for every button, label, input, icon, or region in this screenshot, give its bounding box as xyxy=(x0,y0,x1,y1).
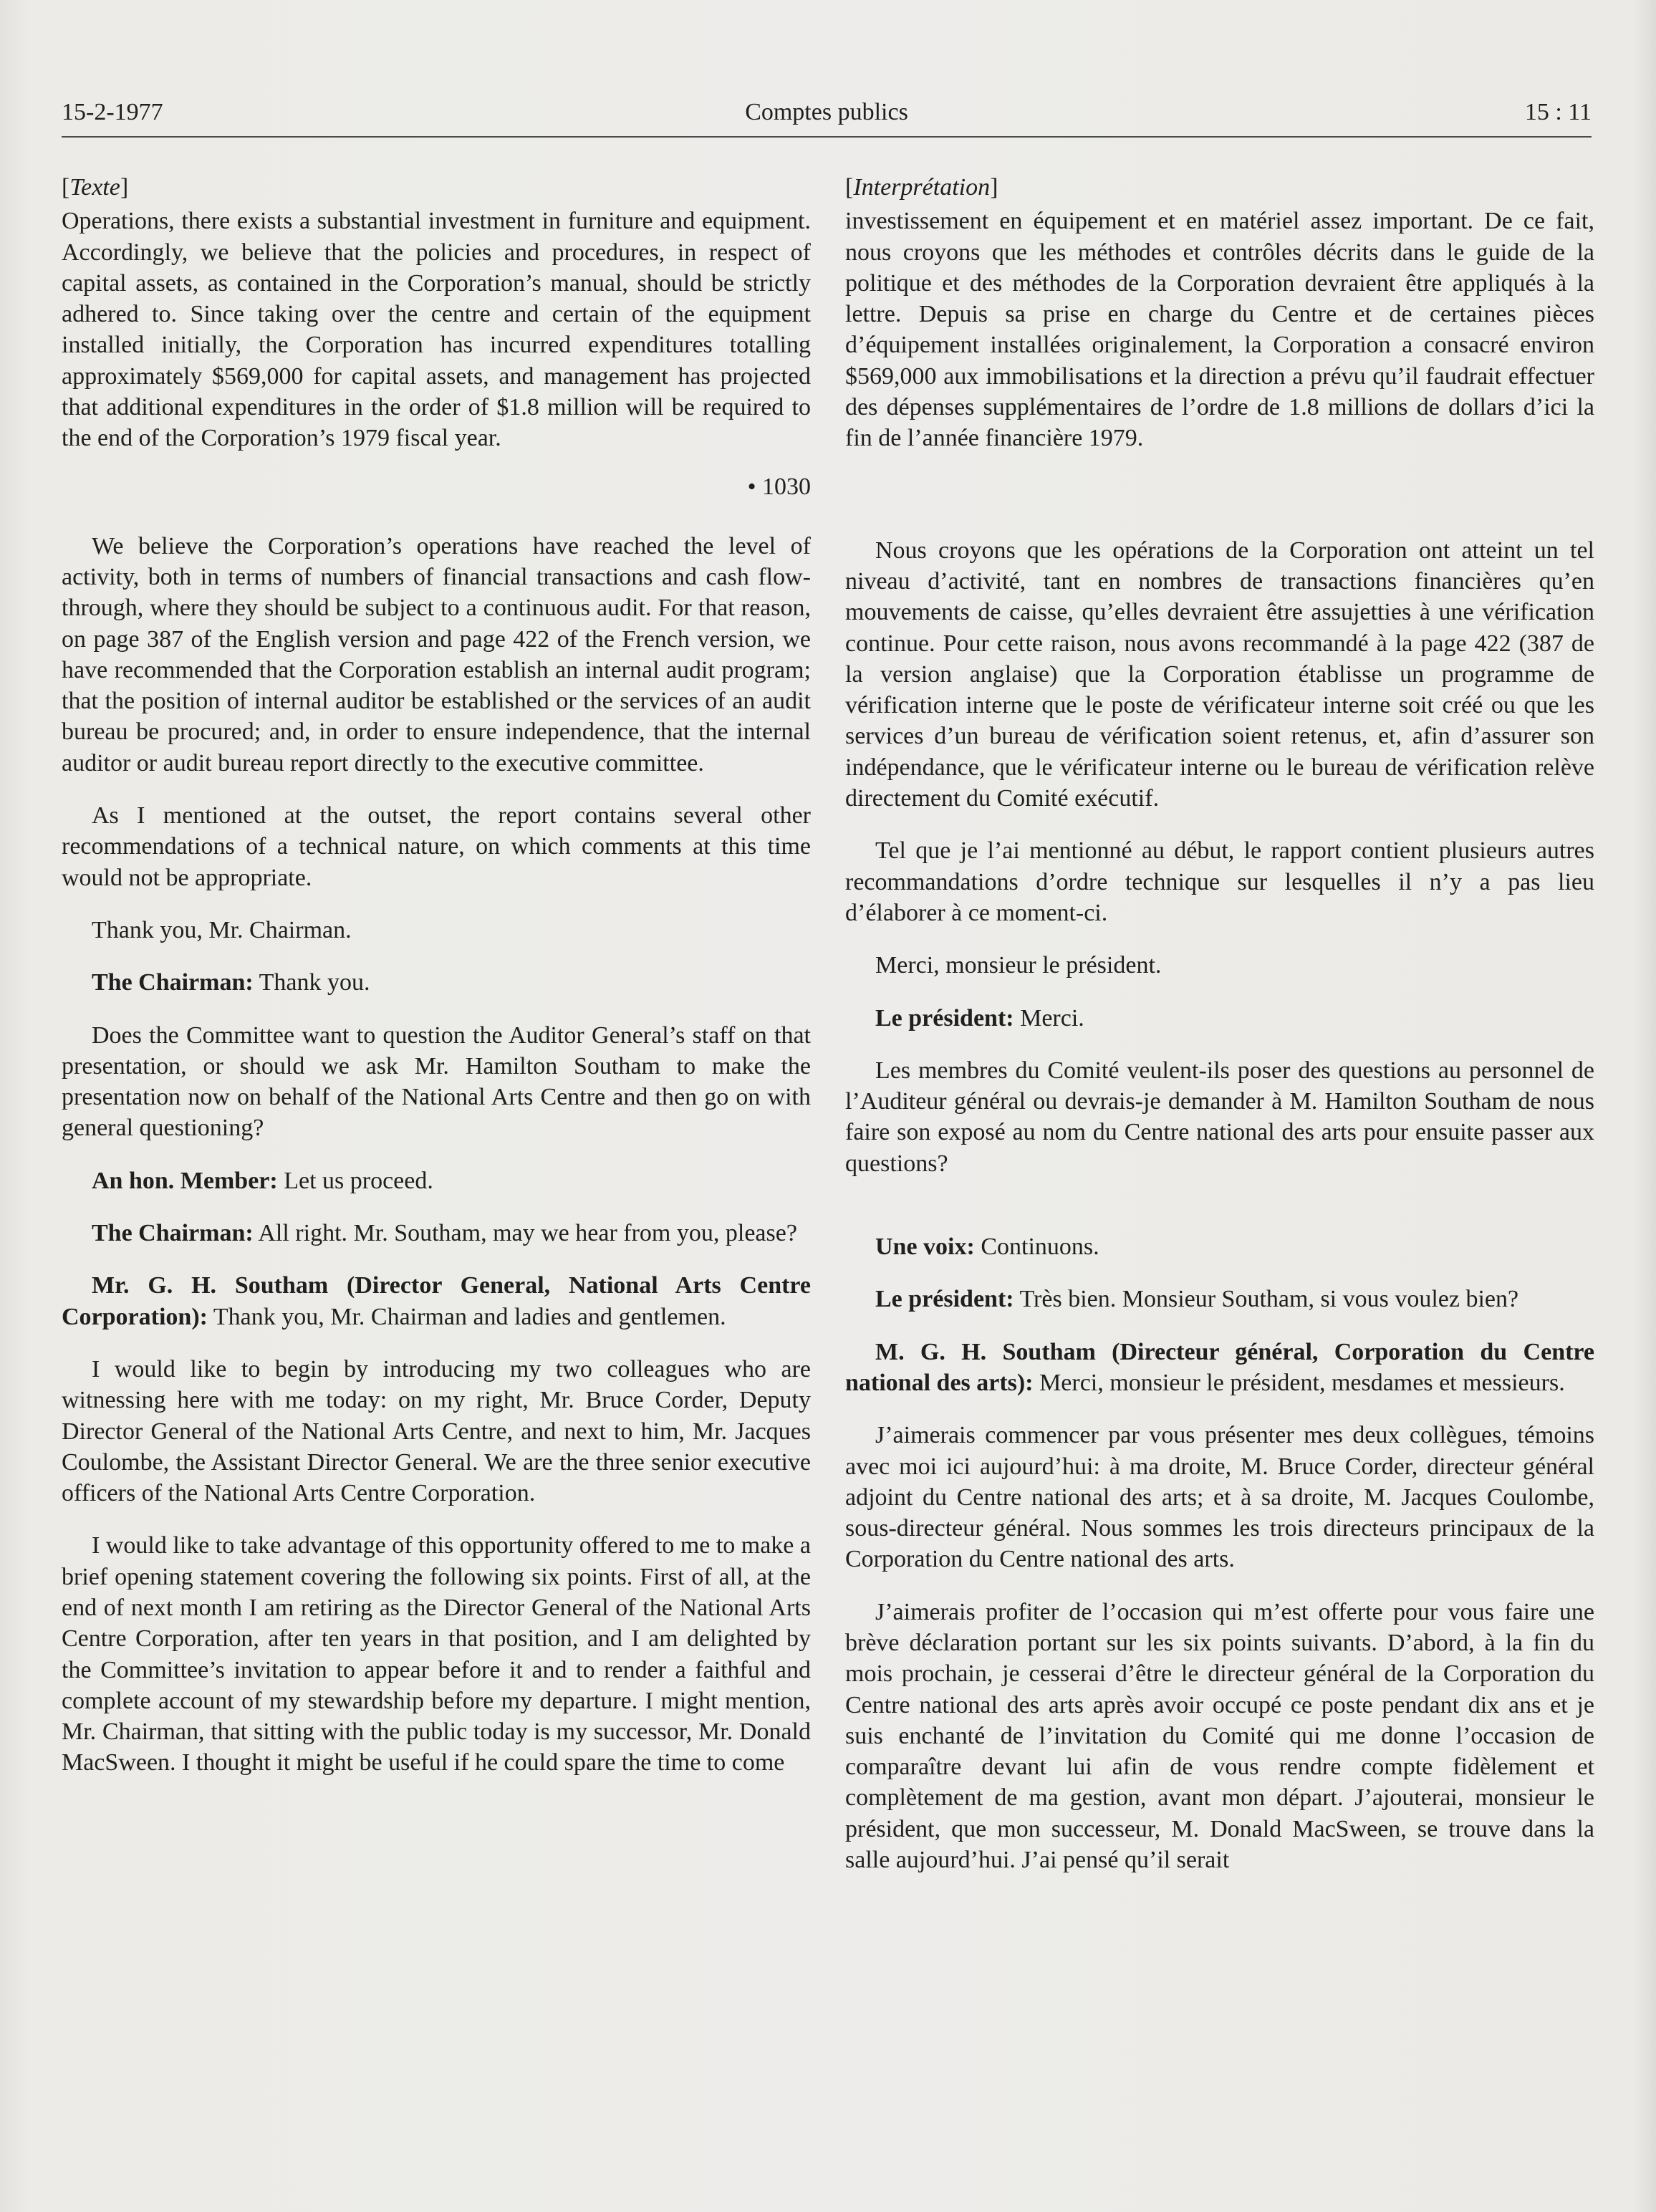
paragraph: I would like to begin by introducing my two colleagues who are witnessing here with me today: on my right, Mr. Bruce Corder, Deputy Director General of the National Arts Centre, and next to him, Mr. Jacques Coulombe, the Assistant Director General. We are the three senior executive officers of the National Arts Centre Corporation. xyxy=(62,1355,811,1507)
speaker-paragraph: Le président: Merci. xyxy=(875,1004,1084,1032)
paragraph: Nous croyons que les opérations de la Corporation ont atteint un tel niveau d’activité, tant en nombres de transactions financières qu’en mouvements de caisse, qu’elles devraient être assujetties à une vérification continue. Pour cette raison, nous avons recommandé à la page 422 (387 de la version anglaise) que la Corporation établisse un programme de vérification interne que le poste de vérificateur interne soit créé ou que les services d’un bureau de vérification soient retenus, et, afin d’assurer son indépendance, que le vérificateur interne ou le bureau de vérification relève directement du Comité exécutif. xyxy=(845,537,1594,812)
speaker-name: Une voix: xyxy=(875,1234,975,1261)
paragraph: Tel que je l’ai mentionné au début, le rapport contient plusieurs autres recommandations d’ordre technique sur lesquelles il n’y a pas lieu d’élaborer à ce moment-ci. xyxy=(845,837,1594,926)
running-header xyxy=(62,99,1592,138)
paragraph: I would like to take advantage of this opportunity offered to me to make a brief opening statement covering the following six points. First of all, at the end of next month I am retiring as the Director General of the National Arts Centre Corporation, after ten years in that position, and I am delighted by the Committee’s invitation to appear before it and to render a faithful and complete account of my stewardship before my departure. I might mention, Mr. Chairman, that sitting with the public today is my successor, Mr. Donald MacSween. I thought it might be useful if he could spare the time to come xyxy=(62,1532,811,1776)
header-title: Comptes publics xyxy=(745,99,908,125)
english-column xyxy=(62,172,811,1800)
speaker-paragraph: The Chairman: All right. Mr. Southam, may we hear from you, please? xyxy=(92,1220,797,1247)
paragraph: Does the Committee want to question the Auditor General’s staff on that presentation, or should we ask Mr. Hamilton Southam to make the presentation now on behalf of the National Arts Centre and then go on with general questioning? xyxy=(62,1021,811,1142)
speaker-name: Le président: xyxy=(875,1004,1014,1032)
speaker-name: Le président: xyxy=(875,1286,1014,1313)
paragraph: investissement en équipement et en matériel assez important. De ce fait, nous croyons que les méthodes et contrôles décrits dans le guide de la politique et des méthodes de la Corporation devraient être appliqués à la lettre. Depuis sa prise en charge du Centre et de certaines pièces d’équipement installées originalement, la Corporation a consacré environ $569,000 aux immobilisations et la direction a prévu qu’il faudrait effectuer des dépenses supplémentaires de l’ordre de 1.8 millions de dollars d’ici la fin de l’année financière 1979. xyxy=(845,208,1594,452)
line-spacer xyxy=(845,1201,1594,1231)
paragraph: Thank you, Mr. Chairman. xyxy=(92,916,352,943)
section-label-texte: [Texte] xyxy=(62,174,129,201)
speaker-paragraph: An hon. Member: Let us proceed. xyxy=(92,1167,433,1194)
paragraph: J’aimerais commencer par vous présenter mes deux collègues, témoins avec moi ici aujourd’hui: à ma droite, M. Bruce Corder, directeur général adjoint du Centre national des arts; et à sa droite, M. Jacques Coulombe, sous-directeur général. Nous sommes les trois directeurs principaux de la Corporation du Centre national des arts. xyxy=(845,1422,1594,1573)
paragraph: Operations, there exists a substantial investment in furniture and equipment. Accordingly, we believe that the policies and procedures, in respect of capital assets, as contained in the Corporation’s manual, should be strictly adhered to. Since taking over the centre and certain of the equipment installed initially, the Corporation has incurred expenditures totalling approximately $569,000 for capital assets, and management has projected that additional expenditures in the order of $1.8 million will be required to the end of the Corporation’s 1979 fiscal year. xyxy=(62,208,811,452)
paragraph: J’aimerais profiter de l’occasion qui m’est offerte pour vous faire une brève déclaration portant sur les six points suivants. D’abord, à la fin du mois prochain, je cesserai d’être le directeur général de la Corporation du Centre national des arts après avoir occupé ce poste pendant dix ans et je suis enchanté de l’invitation du Comité qui me donne l’occasion de comparaître devant lui afin de vous rendre compte fidèlement et complètement de ma gestion, avant mon départ. J’ajouterai, monsieur le président, que mon successeur, M. Donald MacSween, se trouve dans la salle aujourd’hui. J’ai pensé qu’il serait xyxy=(845,1598,1594,1874)
speaker-name: The Chairman: xyxy=(92,969,254,996)
paragraph: Merci, monsieur le président. xyxy=(875,952,1162,979)
section-label-interpretation: [Interprétation] xyxy=(845,174,998,201)
time-marker: • 1030 xyxy=(747,473,811,500)
speaker-name: Mr. G. H. Southam (Director General, National Arts Centre Corporation): xyxy=(62,1272,811,1330)
speaker-paragraph: Une voix: Continuons. xyxy=(875,1234,1099,1261)
speaker-name: The Chairman: xyxy=(92,1220,254,1247)
paragraph: We believe the Corporation’s operations have reached the level of activity, both in terms of numbers of financial transactions and cash flow-through, where they should be subject to a continuous audit. For that reason, on page 387 of the English version and page 422 of the French version, we have recommended that the Corporation establish an internal audit program; that the position of internal auditor be established or the services of an audit bureau be procured; and, in order to ensure independence, that the internal auditor or audit bureau report directly to the executive committee. xyxy=(62,532,811,776)
speaker-paragraph: M. G. H. Southam (Directeur général, Corporation du Centre national des arts): Merci, monsieur le président, mesdames et messieurs. xyxy=(845,1338,1594,1396)
header-date: 15-2-1977 xyxy=(62,99,163,125)
speaker-paragraph: The Chairman: Thank you. xyxy=(92,969,370,996)
speaker-name: An hon. Member: xyxy=(92,1167,278,1194)
paragraph: As I mentioned at the outset, the report contains several other recommendations of a technical nature, on which comments at this time would not be appropriate. xyxy=(62,802,811,891)
speaker-paragraph: Mr. G. H. Southam (Director General, National Arts Centre Corporation): Thank you, Mr. Chairman and ladies and gentlemen. xyxy=(62,1272,811,1330)
header-page-number: 15 : 11 xyxy=(1524,99,1592,125)
paragraph: Les membres du Comité veulent-ils poser des questions au personnel de l’Auditeur général ou devrais-je demander à M. Hamilton Southam de nous faire son exposé au nom du Centre national des arts pour ensuite passer aux questions? xyxy=(845,1057,1594,1177)
speaker-paragraph: Le président: Très bien. Monsieur Southam, si vous voulez bien? xyxy=(875,1286,1519,1313)
french-column xyxy=(845,172,1594,1897)
speaker-name: M. G. H. Southam (Directeur général, Corporation du Centre national des arts): xyxy=(845,1338,1594,1396)
marker-spacer xyxy=(845,454,1594,535)
